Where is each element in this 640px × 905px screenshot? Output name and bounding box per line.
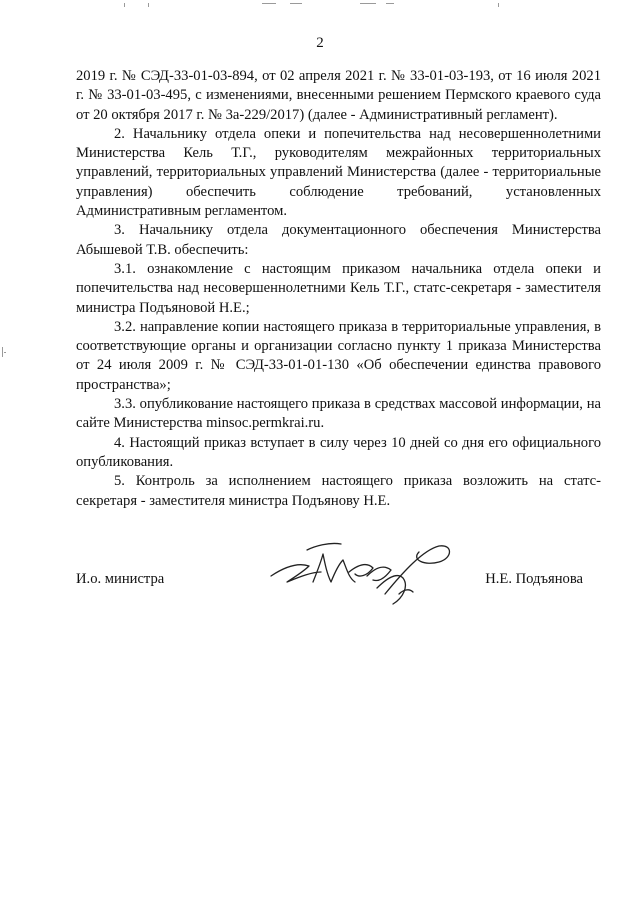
handwritten-signature — [263, 532, 463, 612]
paragraph-item-3-2: 3.2. направление копии настоящего приказа в территориальные управления, в соответствующие органы и организации согласно пункту 1 приказа Министерства от 24 июля 2009 г. № СЭД-33-01-01-130 «Об обеспечении единства правового пространства»; — [76, 318, 601, 393]
signatory-name: Н.Е. Подъянова — [485, 571, 583, 587]
paragraph-item-2: 2. Начальнику отдела опеки и попечительства над несовершеннолетними Министерства Кель Т.Г., руководителям межрайонных территориальных управлений, территориальных управлений Министерства (далее - территориальные управления) обеспечить соблюдение требований, установленных Административным регламентом. — [76, 125, 601, 220]
signatory-role: И.о. министра — [76, 571, 165, 587]
scan-mark-top — [290, 3, 302, 4]
paragraph-item-4: 4. Настоящий приказ вступает в силу через 10 дней со дня его официального опубликования. — [76, 434, 601, 470]
paragraph-continuation: 2019 г. № СЭД-33-01-03-894, от 02 апреля 2021 г. № 33-01-03-193, от 16 июля 2021 г. № 33-01-03-495, с изменениями, внесенными решением Пермского краевого суда от 20 октября 2017 г. № 3а-229/2017) (далее - Административный регламент). — [76, 68, 601, 123]
scan-mark-top — [148, 3, 149, 7]
scan-mark-edge — [4, 352, 6, 353]
scan-mark-top — [360, 3, 376, 4]
document-body — [76, 67, 601, 511]
paragraph-item-3-3: 3.3. опубликование настоящего приказа в средствах массовой информации, на сайте Министерства minsoc.permkrai.ru. — [76, 396, 601, 432]
scan-mark-top — [386, 3, 394, 4]
scan-mark-edge — [2, 347, 3, 357]
paragraph-item-3: 3. Начальнику отдела документационного обеспечения Министерства Абышевой Т.В. обеспечить: — [76, 222, 601, 258]
scan-mark-top — [498, 3, 499, 7]
page-number: 2 — [316, 35, 324, 51]
paragraph-item-3-1: 3.1. ознакомление с настоящим приказом начальника отдела опеки и попечительства над несовершеннолетними Кель Т.Г., статс-секретаря - заместителя министра Подъяновой Н.Е.; — [76, 260, 601, 316]
paragraph-item-5: 5. Контроль за исполнением настоящего приказа возложить на статс-секретаря - заместителя министра Подъянову Н.Е. — [76, 473, 601, 509]
scan-mark-top — [262, 3, 276, 4]
scan-mark-top — [124, 3, 125, 7]
